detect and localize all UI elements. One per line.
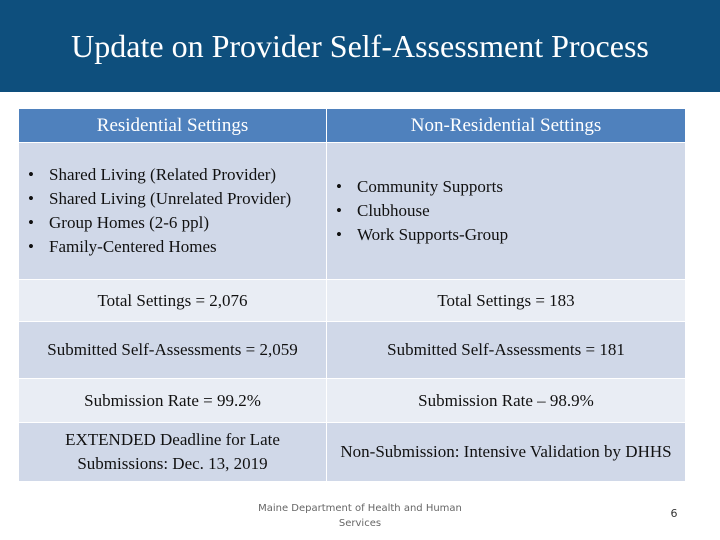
list-item: • Work Supports-Group xyxy=(327,223,679,247)
rate-residential: Submission Rate = 99.2% xyxy=(19,379,327,423)
header-residential: Residential Settings xyxy=(19,109,327,143)
list-item: • Family-Centered Homes xyxy=(19,235,320,259)
non-residential-list-cell xyxy=(327,143,686,280)
non-residential-list xyxy=(327,175,685,247)
list-item: • Shared Living (Related Provider) xyxy=(19,163,320,187)
deadline-residential: EXTENDED Deadline for Late Submissions: Dec. 13, 2019 xyxy=(19,423,327,482)
page-number: 6 xyxy=(670,507,678,520)
list-item: • Clubhouse xyxy=(327,199,679,223)
settings-table xyxy=(18,108,686,482)
total-settings-non-residential: Total Settings = 183 xyxy=(327,280,686,322)
table-row xyxy=(19,423,686,482)
residential-list-cell xyxy=(19,143,327,280)
submitted-non-residential: Submitted Self-Assessments = 181 xyxy=(327,322,686,379)
header-non-residential: Non-Residential Settings xyxy=(327,109,686,143)
title-bar xyxy=(0,0,720,92)
submitted-residential: Submitted Self-Assessments = 2,059 xyxy=(19,322,327,379)
slide-title: Update on Provider Self-Assessment Process xyxy=(71,27,649,64)
list-item: • Community Supports xyxy=(327,175,679,199)
header-row xyxy=(19,109,686,143)
bullet-row xyxy=(19,143,686,280)
total-settings-residential: Total Settings = 2,076 xyxy=(19,280,327,322)
residential-list xyxy=(19,163,326,259)
list-item: • Group Homes (2-6 ppl) xyxy=(19,211,320,235)
table-row xyxy=(19,322,686,379)
table-row xyxy=(19,280,686,322)
footer-text: Maine Department of Health and Human Services xyxy=(258,503,462,529)
list-item: • Shared Living (Unrelated Provider) xyxy=(19,187,320,211)
validation-non-residential: Non-Submission: Intensive Validation by DHHS xyxy=(327,423,686,482)
table-row xyxy=(19,379,686,423)
rate-non-residential: Submission Rate – 98.9% xyxy=(327,379,686,423)
